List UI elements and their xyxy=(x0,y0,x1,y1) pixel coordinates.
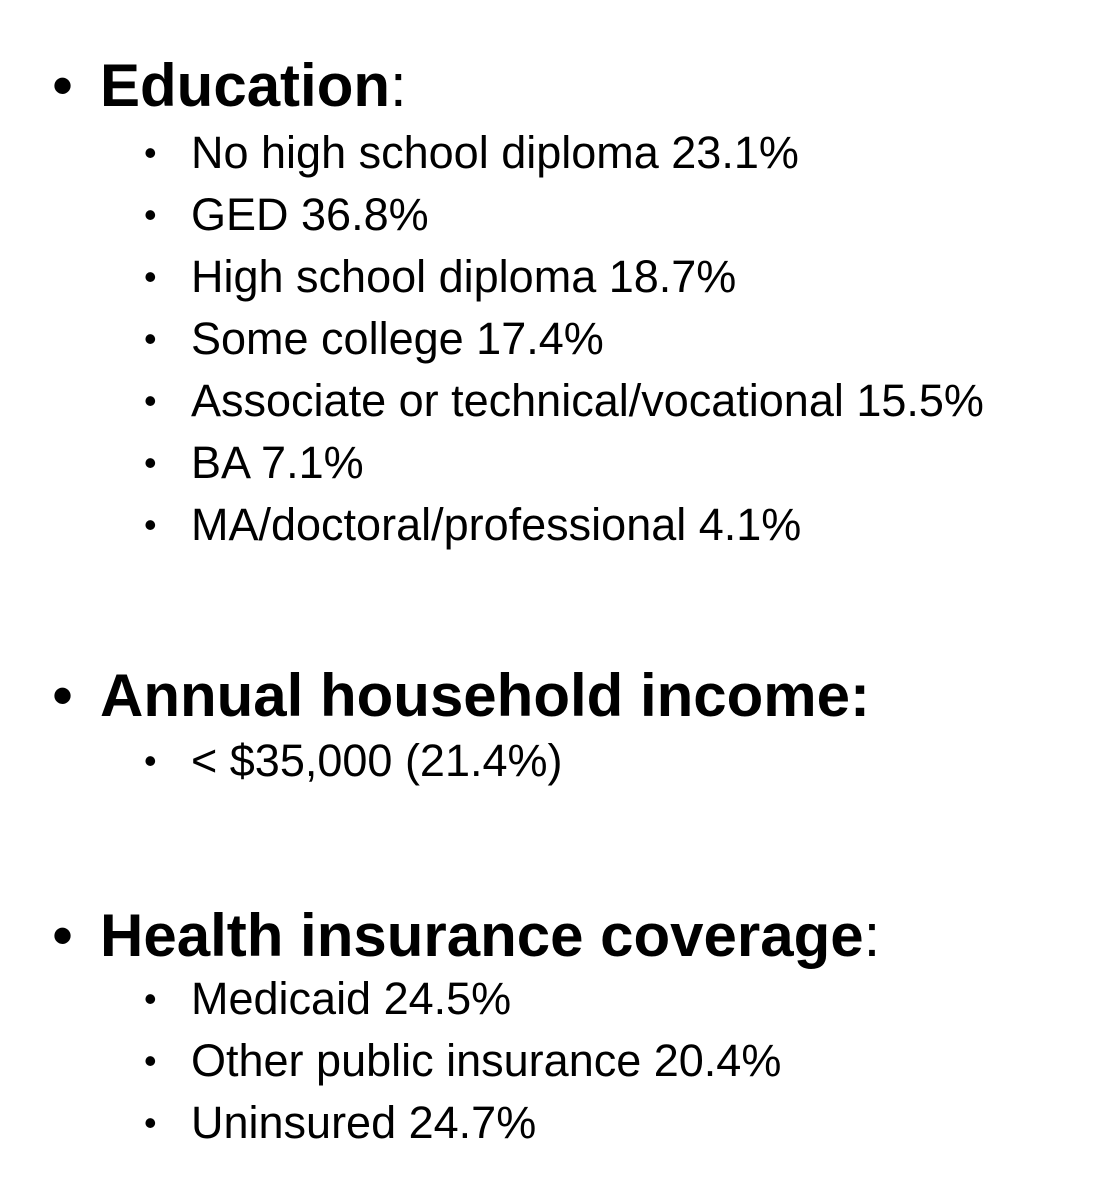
list-item xyxy=(0,246,1110,308)
bullet-icon: • xyxy=(144,740,157,781)
education-item-some-college: Some college 17.4% xyxy=(191,313,604,364)
education-item-ged: GED 36.8% xyxy=(191,189,429,240)
bullet-icon: • xyxy=(144,318,157,359)
insurance-item-uninsured: Uninsured 24.7% xyxy=(191,1097,537,1148)
bullet-icon: • xyxy=(144,256,157,297)
bullet-icon: • xyxy=(144,132,157,173)
insurance-list xyxy=(0,968,1110,1154)
income-item-under-35000: < $35,000 (21.4%) xyxy=(191,735,563,786)
bullet-icon: • xyxy=(144,1102,157,1143)
education-item-no-diploma: No high school diploma 23.1% xyxy=(191,127,799,178)
list-item xyxy=(0,1030,1110,1092)
insurance-colon: : xyxy=(863,902,881,969)
income-title: Annual household income: xyxy=(100,662,871,729)
education-title-text: Education xyxy=(100,52,391,119)
bullet-icon: • xyxy=(144,504,157,545)
list-item xyxy=(0,308,1110,370)
income-heading xyxy=(0,658,1110,734)
income-section xyxy=(0,658,1110,792)
insurance-item-other-public: Other public insurance 20.4% xyxy=(191,1035,782,1086)
bullet-icon: • xyxy=(144,1040,157,1081)
list-item xyxy=(0,730,1110,792)
bullet-icon: • xyxy=(52,662,74,729)
insurance-heading xyxy=(0,898,1110,974)
insurance-title-text: Health insurance coverage xyxy=(100,902,864,969)
list-item xyxy=(0,968,1110,1030)
bullet-icon: • xyxy=(144,442,157,483)
list-item xyxy=(0,494,1110,556)
insurance-item-medicaid: Medicaid 24.5% xyxy=(191,973,512,1024)
bullet-icon: • xyxy=(52,52,74,119)
education-item-associate: Associate or technical/vocational 15.5% xyxy=(191,375,984,426)
list-item xyxy=(0,432,1110,494)
list-item xyxy=(0,1092,1110,1154)
education-title xyxy=(100,48,407,124)
education-item-hs-diploma: High school diploma 18.7% xyxy=(191,251,737,302)
education-list xyxy=(0,122,1110,556)
list-item xyxy=(0,122,1110,184)
education-item-ma: MA/doctoral/professional 4.1% xyxy=(191,499,802,550)
education-colon: : xyxy=(390,52,407,119)
bullet-icon: • xyxy=(144,194,157,235)
education-heading xyxy=(0,48,1110,124)
income-list xyxy=(0,730,1110,792)
education-section xyxy=(0,48,1110,556)
bullet-icon: • xyxy=(52,902,74,969)
education-item-ba: BA 7.1% xyxy=(191,437,364,488)
list-item xyxy=(0,184,1110,246)
bullet-icon: • xyxy=(144,978,157,1019)
list-item xyxy=(0,370,1110,432)
insurance-section xyxy=(0,898,1110,1154)
insurance-title xyxy=(100,898,880,974)
bullet-icon: • xyxy=(144,380,157,421)
